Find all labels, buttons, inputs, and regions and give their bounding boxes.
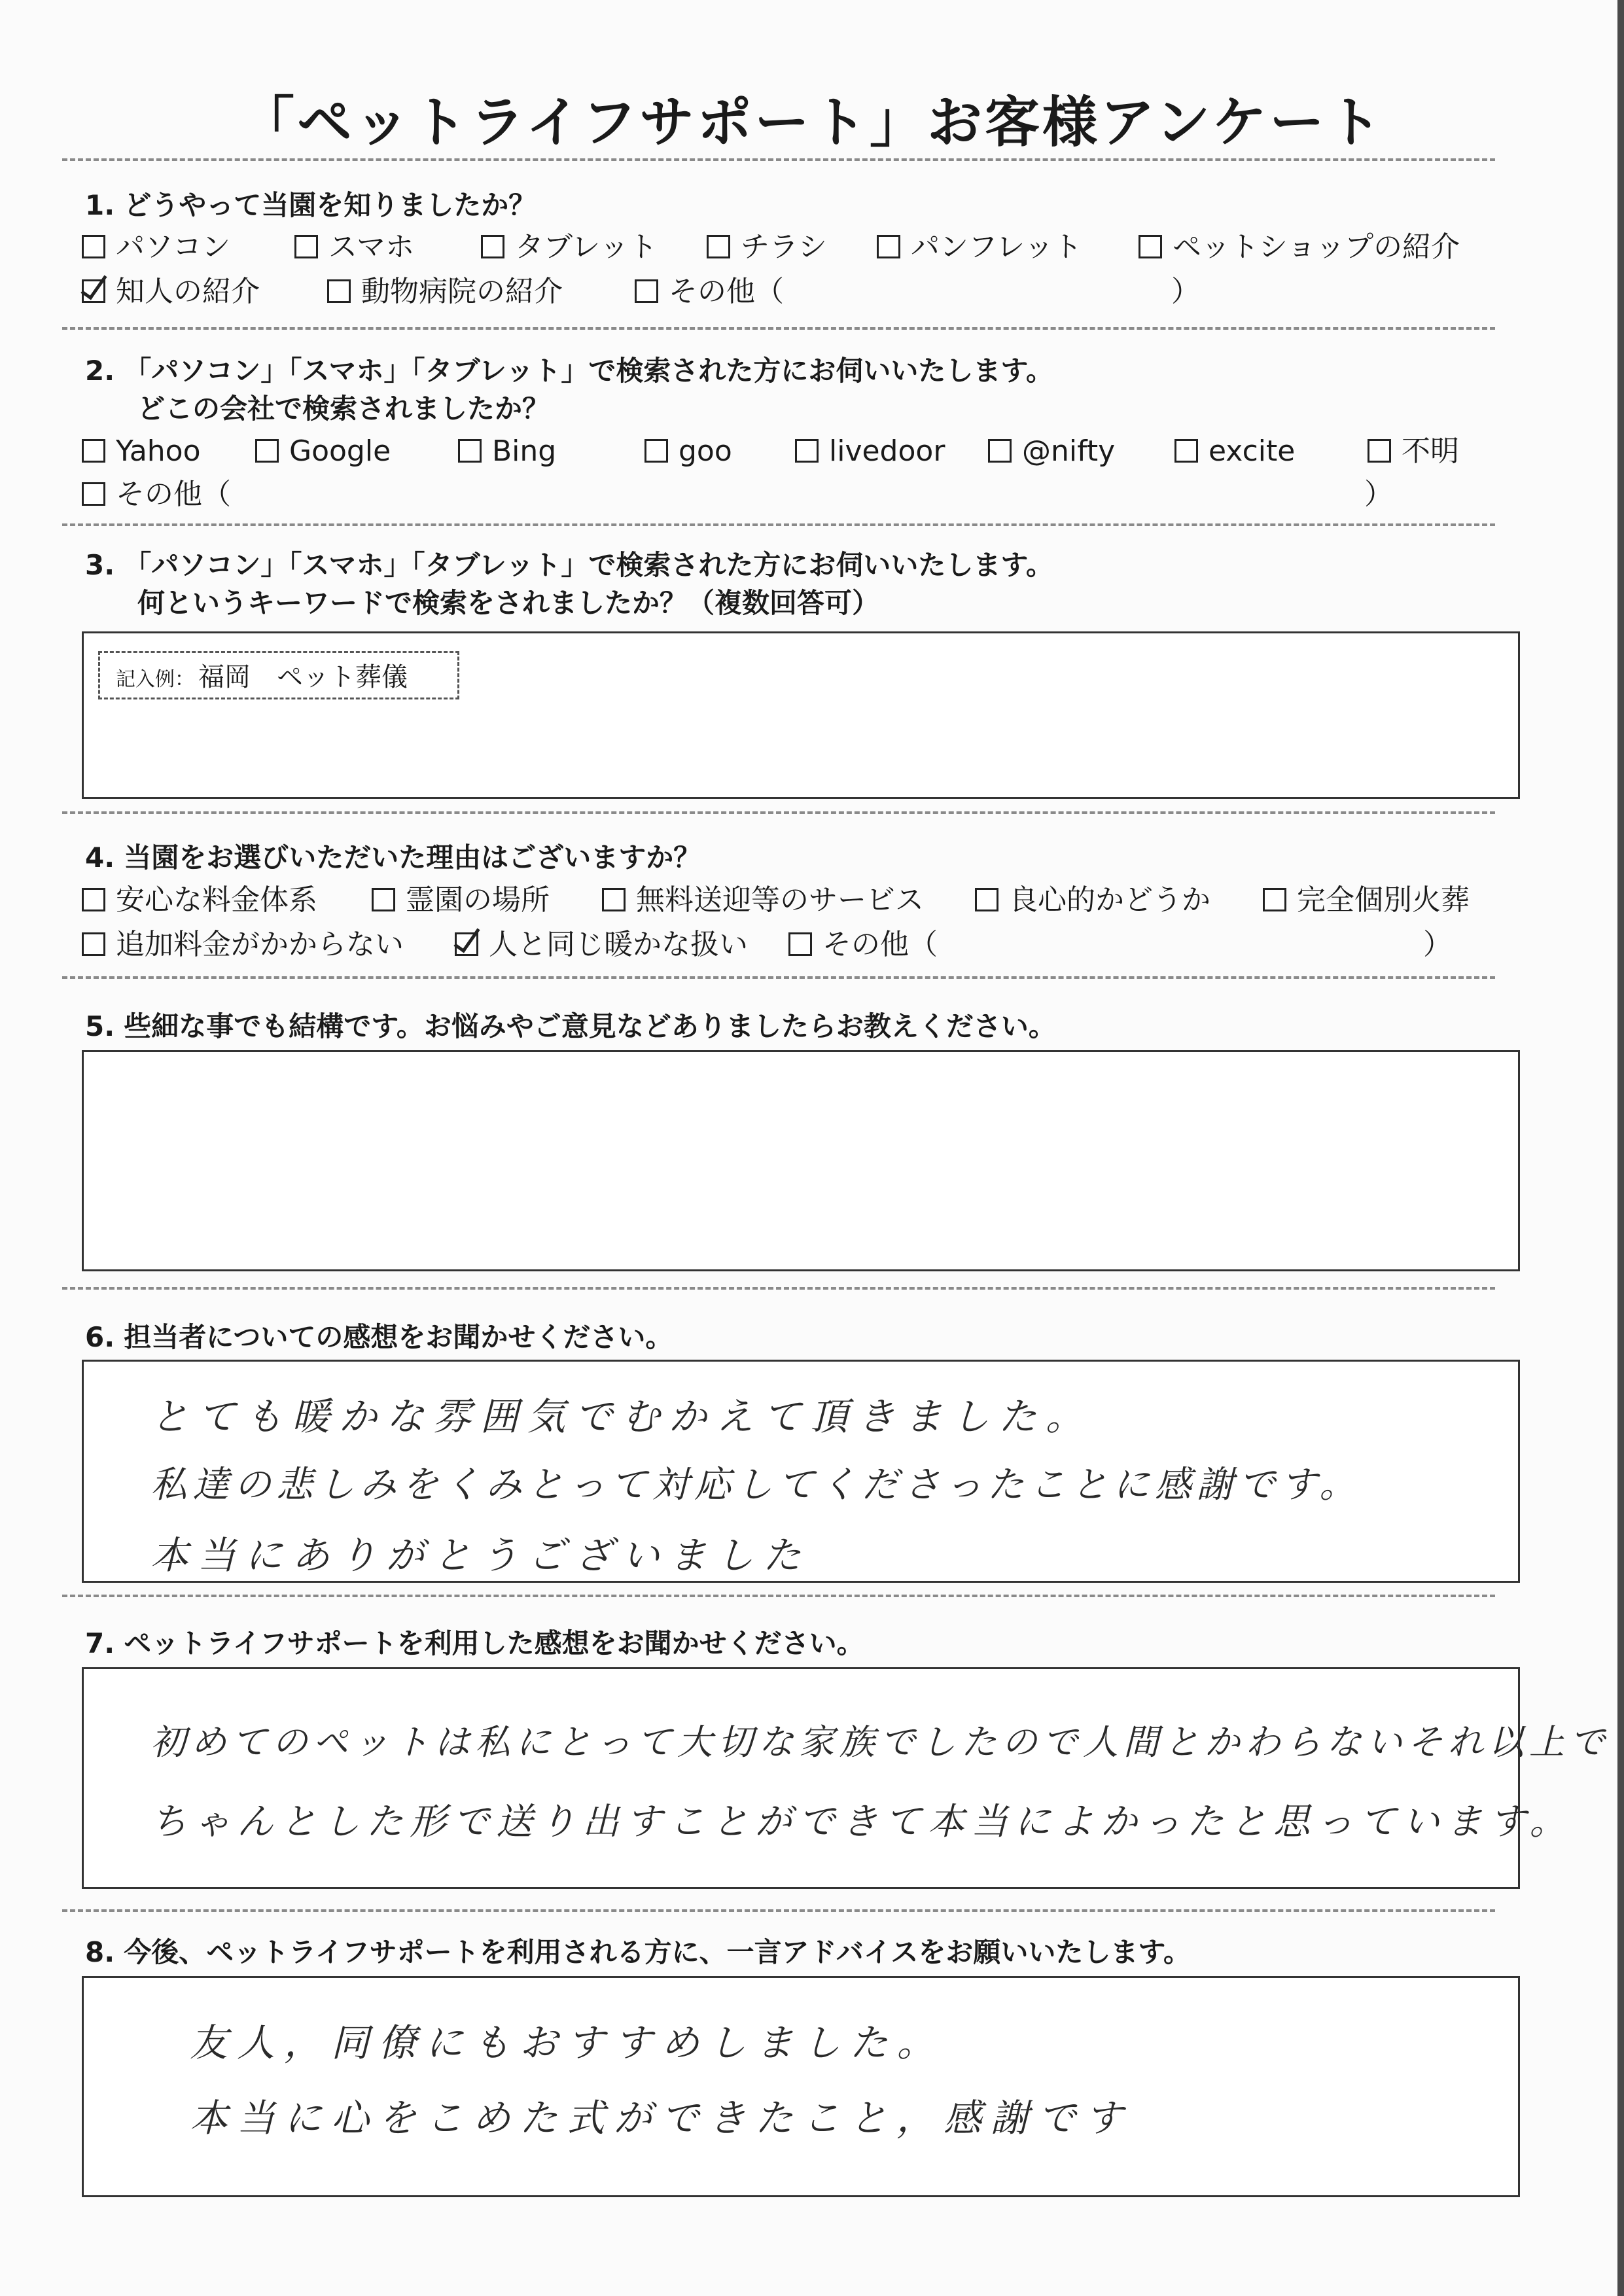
answer-box[interactable] (82, 1667, 1520, 1889)
question-5 (85, 1008, 1056, 1046)
checkbox[interactable] (82, 932, 105, 956)
option-reasonable-price[interactable]: 安心な料金体系 (82, 882, 317, 919)
divider (62, 811, 1495, 814)
checkbox-checked[interactable] (455, 932, 478, 956)
checkbox[interactable] (1368, 439, 1391, 463)
question-text: どうやって当園を知りましたか？ (124, 189, 537, 221)
option-acquaintance[interactable]: 知人の紹介 (82, 274, 260, 310)
checkbox[interactable] (635, 279, 658, 303)
question-6 (85, 1318, 673, 1356)
checkbox[interactable] (1263, 888, 1286, 911)
checkbox[interactable] (602, 888, 626, 911)
checkbox[interactable] (82, 888, 105, 911)
option-conscientious[interactable]: 良心的かどうか (975, 882, 1210, 919)
question-8 (85, 1934, 1191, 1971)
question-text: ペットライフサポートを利用した感想をお聞かせください。 (124, 1627, 864, 1659)
answer-box[interactable] (82, 1050, 1520, 1271)
checkbox[interactable] (82, 439, 105, 463)
option-other[interactable]: その他（ (635, 274, 784, 310)
question-number: 7. (85, 1627, 115, 1659)
option-google[interactable]: Google (255, 433, 391, 470)
question-text: 「パソコン」「スマホ」「タブレット」で検索された方にお伺いいたします。 (124, 355, 1054, 387)
option-other[interactable]: その他（ (82, 476, 231, 513)
question-text: 担当者についての感想をお聞かせください。 (124, 1321, 673, 1353)
option-other[interactable]: その他（ (788, 927, 938, 963)
question-7 (85, 1625, 864, 1663)
handwritten-answer-line: 初めてのペットは私にとって大切な家族でしたので人間とかわらないそれ以上で (150, 1722, 1610, 1763)
checkbox-checked[interactable] (82, 279, 105, 303)
question-number: 2. (85, 355, 115, 387)
question-text: 些細な事でも結構です。お悩みやご意見などありましたらお教えください。 (124, 1010, 1056, 1042)
question-number: 1. (85, 189, 115, 221)
example-hint: 記入例： 福岡 ペット葬儀 (98, 651, 459, 699)
checkbox[interactable] (294, 235, 318, 258)
close-paren: ） (1171, 275, 1200, 308)
checkbox[interactable] (82, 235, 105, 258)
option-smartphone[interactable]: スマホ (294, 229, 414, 266)
checkbox[interactable] (795, 439, 819, 463)
question-number: 6. (85, 1321, 115, 1353)
question-3 (85, 546, 1053, 622)
option-pamphlet[interactable]: パンフレット (877, 229, 1082, 266)
option-tablet[interactable]: タブレット (481, 229, 658, 266)
handwritten-answer-line: とても暖かな雰囲気でむかえて頂きました。 (150, 1394, 1093, 1439)
question-subtext: どこの会社で検索されましたか？ (137, 393, 550, 425)
checkbox[interactable] (788, 932, 812, 956)
checkbox[interactable] (255, 439, 279, 463)
divider (62, 976, 1495, 979)
handwritten-answer-line: 私達の悲しみをくみとって対応してくださったことに感謝です。 (150, 1464, 1362, 1506)
question-number: 8. (85, 1936, 115, 1968)
question-1 (85, 186, 536, 224)
checkbox[interactable] (481, 235, 504, 258)
answer-box[interactable] (82, 1976, 1520, 2197)
option-yahoo[interactable]: Yahoo (82, 433, 201, 470)
question-text: 当園をお選びいただいた理由はございますか？ (124, 841, 701, 874)
question-number: 4. (85, 841, 115, 874)
option-livedoor[interactable]: livedoor (795, 433, 945, 470)
divider (62, 327, 1495, 330)
divider (62, 1287, 1495, 1290)
option-bing[interactable]: Bing (458, 433, 556, 470)
divider (62, 523, 1495, 526)
option-unknown[interactable]: 不明 (1368, 433, 1459, 470)
checkbox[interactable] (458, 439, 482, 463)
option-free-pickup[interactable]: 無料送迎等のサービス (602, 882, 924, 919)
checkbox[interactable] (372, 888, 395, 911)
checkbox[interactable] (1139, 235, 1162, 258)
divider (62, 1595, 1495, 1597)
divider (62, 158, 1495, 161)
handwritten-answer-line: ちゃんとした形で送り出すことができて本当によかったと思っています。 (150, 1801, 1573, 1843)
question-2 (85, 352, 1053, 428)
close-paren: ） (1423, 928, 1452, 961)
page-title: 「ペットライフサポート」お客様アンケート (239, 90, 1385, 154)
option-no-extra-fees[interactable]: 追加料金がかからない (82, 927, 404, 963)
checkbox[interactable] (1174, 439, 1198, 463)
option-warm-treatment[interactable]: 人と同じ暖かな扱い (455, 927, 748, 963)
option-individual-cremation[interactable]: 完全個別火葬 (1263, 882, 1470, 919)
option-cemetery-location[interactable]: 霊園の場所 (372, 882, 550, 919)
handwritten-answer-line: 本当にありがとうございました (150, 1533, 811, 1578)
checkbox[interactable] (877, 235, 900, 258)
question-text: 「パソコン」「スマホ」「タブレット」で検索された方にお伺いいたします。 (124, 549, 1054, 581)
option-goo[interactable]: goo (644, 433, 732, 470)
close-paren: ） (1364, 478, 1393, 511)
option-animal-hospital[interactable]: 動物病院の紹介 (327, 274, 563, 310)
checkbox[interactable] (327, 279, 351, 303)
checkbox[interactable] (988, 439, 1012, 463)
checkbox[interactable] (82, 482, 105, 506)
option-flyer[interactable]: チラシ (707, 229, 827, 266)
question-text: 今後、ペットライフサポートを利用される方に、一言アドバイスをお願いいたします。 (124, 1936, 1192, 1968)
option-pc[interactable]: パソコン (82, 229, 230, 266)
question-subtext: 何というキーワードで検索をされましたか？（複数回答可） (137, 587, 880, 619)
handwritten-answer-line: 友人，同僚にもおすすめしました。 (190, 2021, 944, 2065)
checkbox[interactable] (644, 439, 668, 463)
option-nifty[interactable]: @nifty (988, 433, 1115, 470)
scan-edge-shadow (1617, 0, 1624, 2296)
checkbox[interactable] (707, 235, 730, 258)
option-excite[interactable]: excite (1174, 433, 1295, 470)
option-pet-shop[interactable]: ペットショップの紹介 (1139, 229, 1460, 266)
handwritten-answer-line: 本当に心をこめた式ができたこと，感謝です (190, 2096, 1133, 2140)
question-number: 5. (85, 1010, 115, 1042)
checkbox[interactable] (975, 888, 998, 911)
question-4 (85, 839, 701, 877)
divider (62, 1909, 1495, 1912)
question-number: 3. (85, 549, 115, 581)
